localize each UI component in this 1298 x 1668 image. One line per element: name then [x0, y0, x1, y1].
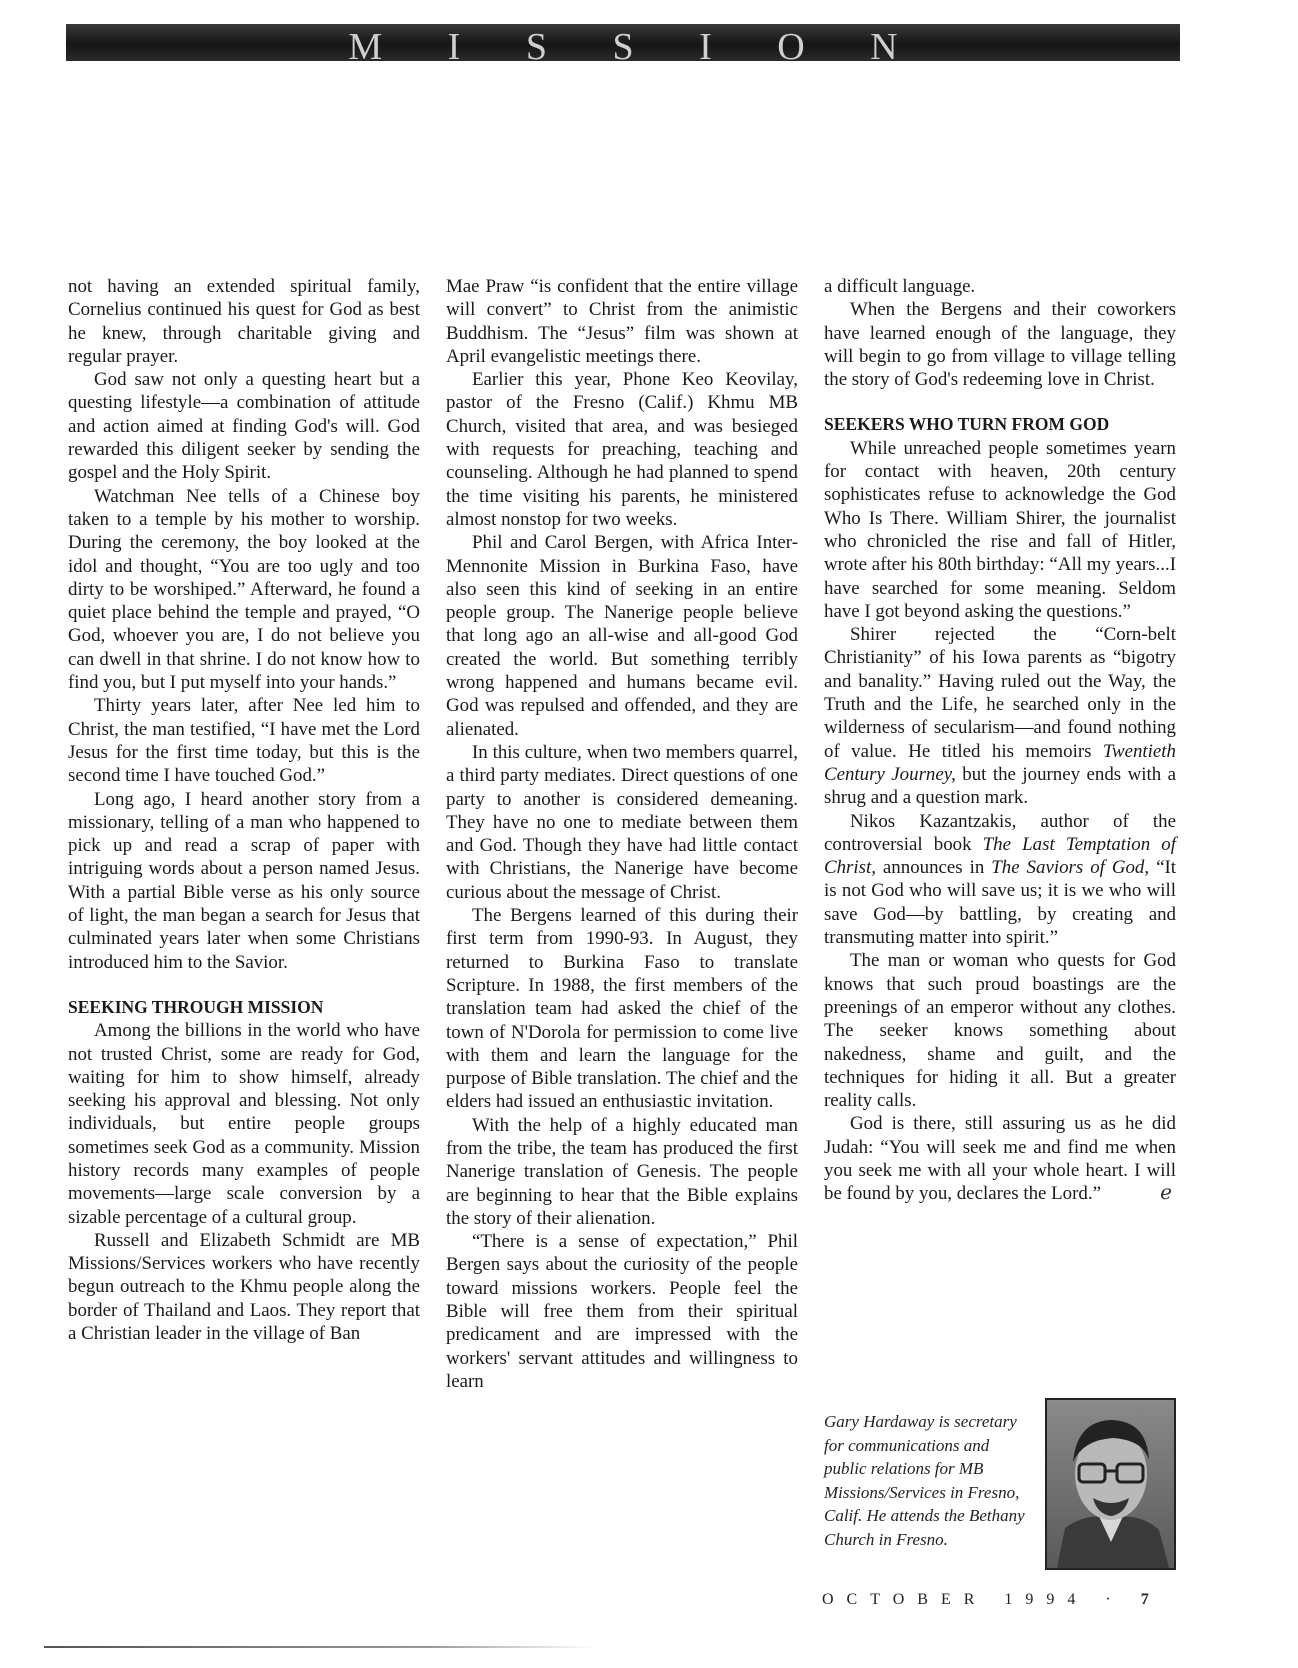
paragraph: In this culture, when two members quarrel, a third party mediates. Direct questions of one party to another is considered demeaning. They have no one to mediate between them and God. Though they have had little contact with Christians, the Nanerige have become curious about the message of Christ. — [446, 741, 798, 903]
issue-date: OCTOBER 1994 · — [822, 1591, 1124, 1608]
article-column-1 — [68, 275, 420, 1345]
paragraph — [824, 623, 1176, 809]
book-title: The Saviors of God, — [991, 857, 1150, 879]
paragraph: The man or woman who quests for God knows that such proud boastings are the preenings of an emperor without any clothes. The seeker knows something about nakedness, shame and guilt, and the techniques for hiding it all. But a greater reality calls. — [824, 950, 1176, 1112]
paragraph: Earlier this year, Phone Keo Keovilay, pastor of the Fresno (Calif.) Khmu MB Church, visited that area, and was besieged with requests for preaching, teaching and counseling. Although he had planned to spend the time visiting his parents, he ministered almost nonstop for two weeks. — [446, 369, 798, 530]
paragraph: Thirty years later, after Nee led him to Christ, the man testified, “I have met the Lord Jesus for the first time today, but this is the second time I have touched God.” — [68, 695, 420, 787]
paragraph: not having an extended spiritual family, Cornelius continued his quest for God as best he knew, through charitable giving and regular prayer. — [68, 276, 420, 367]
article-column-3 — [824, 275, 1176, 1206]
paragraph: Watchman Nee tells of a Chinese boy taken to a temple by his mother to worship. During the ceremony, the boy looked at the idol and thought, “You are too ugly and too dirty to be worshiped.” Afterward, he found a quiet place behind the temple and prayed, “O God, whoever you are, I do not believe you can dwell in that shrine. I do not know how to find you, but I put myself into your hands.” — [68, 485, 420, 694]
book-title: The Last Temptation of Christ, — [824, 833, 1176, 879]
section-banner — [66, 24, 1180, 61]
subheading: SEEKERS WHO TURN FROM GOD — [824, 414, 1110, 435]
paragraph: Mae Praw “is confident that the entire village will convert” to Christ from the animistic Buddhism. The “Jesus” film was shown at April evangelistic meetings there. — [446, 276, 798, 367]
paragraph: While unreached people sometimes yearn for contact with heaven, 20th century sophisticates refuse to acknowledge the God Who Is There. William Shirer, the journalist who chronicled the rise and fall of Hitler, wrote after his 80th birthday: “All my years...I have searched for some meaning. Seldom have I got beyond asking the questions.” — [824, 437, 1176, 622]
book-title: Twentieth Century Journey, — [824, 740, 1176, 785]
paragraph: Russell and Elizabeth Schmidt are MB Missions/Services workers who have recently begun outreach to the Khmu people along the border of Thailand and Laos. They report that a Christian leader in the village of Ban — [68, 1229, 420, 1345]
author-portrait-image — [1047, 1400, 1174, 1568]
paragraph: When the Bergens and their coworkers have learned enough of the language, they will begin to go from village to village telling the story of God's redeeming love in Christ. — [824, 299, 1176, 391]
end-mark-icon: ℯ — [1160, 1182, 1172, 1205]
text-run: “It is not God who will save us; it is we who will save God—by battling, by creating and transmuting matter into spirit.” — [824, 857, 1176, 949]
paragraph: “There is a sense of expectation,” Phil Bergen says about the curiosity of the people toward missions workers. People feel the Bible will free them from their spiritual predicament and are impressed with the workers' servant attitudes and willingness to learn — [446, 1231, 798, 1392]
page-footer — [822, 1591, 1182, 1609]
text-run: Nikos Kazantzakis, author of the controversial book — [824, 810, 1176, 855]
bottom-rule — [44, 1646, 594, 1648]
paragraph: Phil and Carol Bergen, with Africa Inter-Mennonite Mission in Burkina Faso, have also seen this kind of seeking in an entire people group. The Nanerige people believe that long ago an all-wise and all-good God created the world. But something terribly wrong happened and humans became evil. God was repulsed and offended, and they are alienated. — [446, 532, 798, 740]
section-title: M I S S I O N — [348, 25, 926, 61]
text-run: but the journey ends with a shrug and a question mark. — [824, 763, 1176, 809]
paragraph — [824, 1112, 1176, 1205]
subheading: SEEKING THROUGH MISSION — [68, 996, 324, 1017]
author-photo — [1045, 1398, 1176, 1570]
text-run: announces in — [875, 857, 992, 879]
author-bio: Gary Hardaway is secretary for communications and public relations for MB Missions/Services in Fresno, Calif. He attends the Bethany Church in Fresno. — [824, 1412, 1025, 1549]
paragraph: With the help of a highly educated man from the tribe, the team has produced the first Nanerige translation of Genesis. The people are beginning to hear that the Bible explains the story of their alienation. — [446, 1114, 798, 1229]
paragraph: God saw not only a questing heart but a questing lifestyle—a combination of attitude and action aimed at finding God's will. God rewarded this diligent seeker by sending the gospel and the Holy Spirit. — [68, 369, 420, 484]
paragraph: Among the billions in the world who have not trusted Christ, some are ready for God, waiting for him to show himself, already seeking his approval and blessing. Not only individuals, but entire people groups sometimes seek God as a community. Mission history records many examples of people movements—large scale conversion by a sizable percentage of a cultural group. — [68, 1020, 420, 1228]
text-run: Shirer rejected the “Corn-belt Christianity” of his Iowa parents as “bigotry and banality.” Having ruled out the Way, the Truth and the Life, he searched only in the wilderness of secularism—and found nothing of value. He titled his memoirs — [824, 624, 1176, 762]
paragraph — [824, 810, 1176, 950]
page-number: 7 — [1140, 1591, 1149, 1608]
paragraph: a difficult language. — [824, 276, 976, 297]
text-run: God is there, still assuring us as he did Judah: “You will seek me and find me when you seek me with all your whole heart. I will be found by you, declares the Lord.” — [824, 1113, 1176, 1205]
article-column-2 — [446, 275, 798, 1393]
paragraph: The Bergens learned of this during their first term from 1990-93. In August, they returned to Burkina Faso to translate Scripture. In 1988, the first members of the translation team had asked the chief of the town of N'Dorola for permission to come live with them and learn the language for the purpose of Bible translation. The chief and the elders had issued an enthusiastic invitation. — [446, 905, 798, 1113]
paragraph: Long ago, I heard another story from a missionary, telling of a man who happened to pick up and read a scrap of paper with intriguing words about a person named Jesus. With a partial Bible verse as his only source of light, the man began a search for Jesus that culminated years later when some Christians introduced him to the Savior. — [68, 788, 420, 973]
